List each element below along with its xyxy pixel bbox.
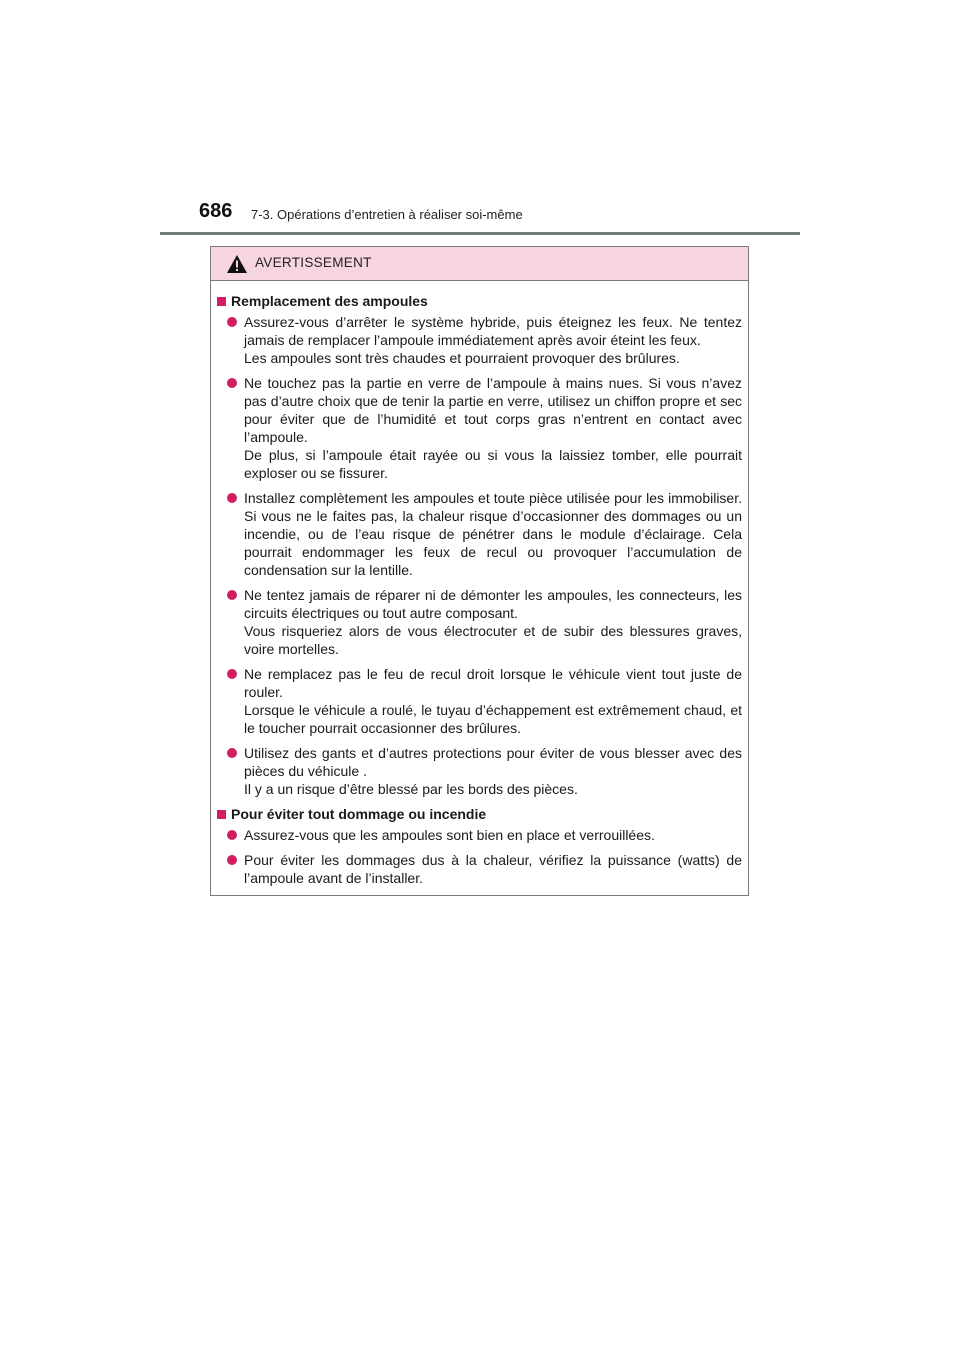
round-bullet-icon [227, 493, 237, 503]
bullet-item [227, 826, 742, 844]
bullet-item [227, 374, 742, 482]
bullet-text [244, 489, 742, 579]
section-heading-text: Remplacement des ampoules [231, 293, 428, 309]
section-title: 7-3. Opérations d’entretien à réaliser soi-même [251, 207, 523, 222]
round-bullet-icon [227, 378, 237, 388]
round-bullet-icon [227, 748, 237, 758]
bullet-text [244, 826, 742, 844]
bullet-item [227, 586, 742, 658]
bullet-paragraph: Utilisez des gants et d’autres protections pour éviter de vous blesser avec des pièces du véhicule . [244, 745, 742, 779]
bullet-item [227, 665, 742, 737]
section-heading [217, 805, 742, 823]
square-bullet-icon [217, 810, 226, 819]
bullet-paragraph: Pour éviter les dommages dus à la chaleur, vérifiez la puissance (watts) de l’ampoule avant de l’installer. [244, 852, 742, 886]
bullet-text [244, 586, 742, 658]
warning-header [211, 247, 748, 281]
bullet-paragraph: Il y a un risque d’être blessé par les bords des pièces. [244, 781, 578, 797]
bullet-text [244, 665, 742, 737]
bullet-text [244, 313, 742, 367]
warning-body [211, 281, 748, 887]
round-bullet-icon [227, 317, 237, 327]
bullet-item [227, 851, 742, 887]
round-bullet-icon [227, 855, 237, 865]
warning-title: AVERTISSEMENT [255, 255, 372, 270]
bullet-item [227, 489, 742, 579]
bullet-paragraph: Ne tentez jamais de réparer ni de démonter les ampoules, les connecteurs, les circuits électriques ou tout autre composant. [244, 587, 742, 621]
bullet-item [227, 744, 742, 798]
bullet-text [244, 744, 742, 798]
square-bullet-icon [217, 297, 226, 306]
bullet-paragraph: Ne touchez pas la partie en verre de l’ampoule à mains nues. Si vous n’avez pas d’autre choix que de tenir la partie en verre, utilisez un chiffon propre et sec pour éviter que de l’humidité et tout corps gras n’entrent en contact avec l’ampoule. [244, 375, 742, 445]
warning-triangle-icon [226, 254, 248, 274]
warning-box [210, 246, 749, 896]
bullet-paragraph: Installez complètement les ampoules et toute pièce utilisée pour les immobiliser. Si vous ne le faites pas, la chaleur risque d’occasionner des dommages ou un incendie, ou de l’eau risque de pénétrer dans le module d’éclairage. Cela pourrait endommager les feux de recul ou provoquer l’accumulation de condensation sur la lentille. [244, 490, 742, 578]
bullet-paragraph: Assurez-vous d’arrêter le système hybride, puis éteignez les feux. Ne tentez jamais de remplacer l’ampoule immédiatement après avoir éteint les feux. [244, 314, 742, 348]
header-rule [160, 232, 800, 235]
bullet-paragraph: Les ampoules sont très chaudes et pourraient provoquer des brûlures. [244, 350, 680, 366]
bullet-paragraph: Assurez-vous que les ampoules sont bien en place et verrouillées. [244, 827, 655, 843]
bullet-paragraph: De plus, si l’ampoule était rayée ou si vous la laissiez tomber, elle pourrait exploser ou se fissurer. [244, 447, 742, 481]
round-bullet-icon [227, 669, 237, 679]
bullet-paragraph: Lorsque le véhicule a roulé, le tuyau d’échappement est extrêmement chaud, et le toucher pourrait occasionner des brûlures. [244, 702, 742, 736]
round-bullet-icon [227, 830, 237, 840]
section-heading-text: Pour éviter tout dommage ou incendie [231, 806, 487, 822]
bullet-paragraph: Ne remplacez pas le feu de recul droit lorsque le véhicule vient tout juste de rouler. [244, 666, 742, 700]
bullet-paragraph: Vous risqueriez alors de vous électrocuter et de subir des blessures graves, voire mortelles. [244, 623, 742, 657]
bullet-text [244, 851, 742, 887]
bullet-item [227, 313, 742, 367]
round-bullet-icon [227, 590, 237, 600]
page-number: 686 [199, 200, 233, 222]
bullet-text [244, 374, 742, 482]
section-heading [217, 292, 742, 310]
